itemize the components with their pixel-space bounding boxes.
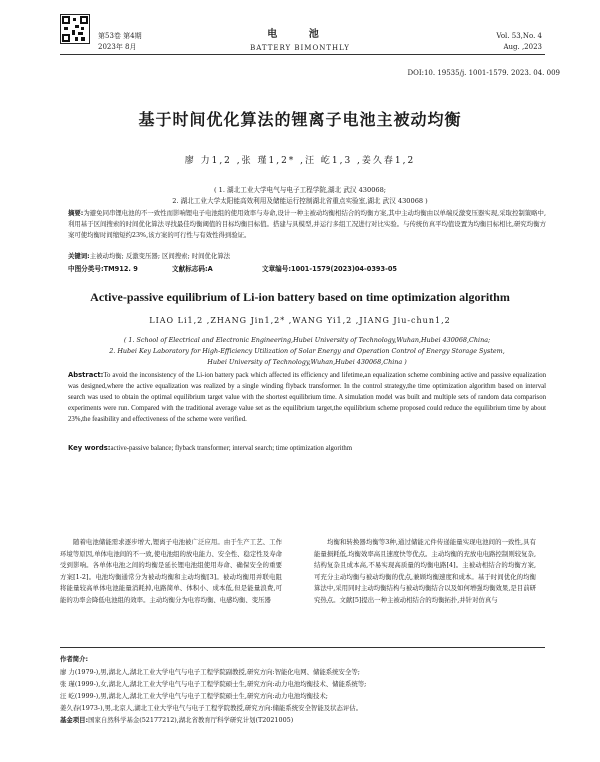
article-id: 文章编号:1001-1579(2023)04-0393-05 — [262, 265, 398, 273]
authors-en: LIAO Li1,2 ,ZHANG Jin1,2* ,WANG Yi1,2 ,JIANG Jiu-chun1,2 — [149, 316, 451, 325]
affiliation-cn-1: ( 1. 湖北工业大学电气与电子工程学院,湖北 武汉 430068; — [213, 186, 387, 194]
abstract-cn-text: 为避免同串锂电池的不一致性而影响锂电子电池组的使用效率与寿命,设计一种主被动均衡相结合的均衡方案,其中主动均衡由以单端反激变压器实现,采取控制策略中,利用基于区间搜索的时间优化算法寻找最佳均衡阈值的目标均衡目标值。搭建与具模型,并运行多组工况进行对比实验。与传统仿真平均值设置为均衡目标相比,研究均衡方案可使均衡时间缩短约23%,该方案的可行性与有效性得到验证。 — [68, 209, 546, 240]
page-title-en: Active-passive equilibrium of Li-ion battery based on time optimization algorithm — [90, 290, 510, 304]
journal-name-cn: 电 池 — [267, 29, 333, 40]
body-column-right: 均衡和转换器均衡等3种,通过储能元件传递能量实现电池间的一致性,具有能量损耗低,均衡效率高且速度快等优点。主动均衡的充放电电路控制则较复杂,结构复杂且成本高,不易实现高质量的均衡电路[4]。主被动相结合的均衡方案,可充分主动均衡与被动均衡的优点,兼顾均衡速度和成本。基于时间优化的均衡算法中,采用同时主动均衡结构与被动均衡结合以及如何增强均衡效果,是目前研究热点。文献[5]提出一种主被动相结合的均衡拓扑,并针对仿真与 — [314, 538, 536, 604]
body-column-left: 随着电池储能需求逐步增大,锂离子电池被广泛应用。由于生产工艺、工作环境等原因,单体电池间的不一致,使电池组的放电能力、安全性、稳定性及寿命受到影响。各单体电池之间的均衡是延长锂电池组使用寿命、确保安全的重要方案[1-2]。电池均衡通常分为被动均衡和主动均衡[3]。被动均衡用并联电阻将能量较高单体电池能量消耗掉,电路简单、体积小、成本低,但是能量浪费,可能的功率会降低电池组的效率。主动均衡分为电容均衡、电感均衡、变压器 — [60, 538, 282, 604]
abstract-cn-label: 摘要: — [68, 209, 84, 217]
abstract-en-label: Abstract: — [68, 371, 104, 379]
keywords-en — [68, 443, 546, 454]
document-code: 文献标志码:A — [172, 265, 213, 273]
qr-code-icon — [60, 14, 90, 44]
header-rule — [60, 54, 545, 55]
keywords-cn-label: 关键词: — [68, 252, 90, 260]
author-bio-4: 姜久春(1973-),男,北京人,湖北工业大学电气与电子工程学院教授,研究方向:储能系统安全智能及状态评估。 — [60, 704, 363, 712]
date-cn: 2023年 8月 — [98, 43, 137, 51]
keywords-cn-text: 主被动均衡; 反激变压器; 区间搜索; 时间优化算法 — [89, 252, 231, 260]
date-en: Aug. ,2023 — [503, 43, 542, 51]
clc-number: 中图分类号:TM912. 9 — [68, 265, 138, 273]
authors-cn: 廖 力1,2 ,张 瑾1,2* ,汪 屹1,3 ,姜久春1,2 — [184, 156, 416, 166]
author-bio-label — [60, 654, 545, 665]
journal-name-en: BATTERY BIMONTHLY — [250, 44, 350, 52]
volume-issue-cn: 第53卷 第4期 — [98, 32, 142, 40]
abstract-en — [68, 370, 546, 425]
affiliation-en-3: Hubei University of Technology,Wuhan,Hubei 430068,China ) — [207, 358, 407, 366]
affiliation-cn-2: 2. 湖北工业大学太阳能高效利用及储能运行控制湖北省重点实验室,湖北 武汉 430068 ) — [172, 197, 428, 205]
author-bio-1: 廖 力(1979-),男,湖北人,湖北工业大学电气与电子工程学院副教授,研究方向:智能化电网、储能系统安全等; — [60, 668, 360, 676]
funding-label: 基金项目: — [60, 716, 89, 724]
keywords-en-text: active-passive balance; flyback transformer; interval search; time optimization algorithm — [110, 445, 353, 452]
abstract-en-text: To avoid the inconsistency of the Li-ion battery pack which affected its efficiency and lifetime,an equalization scheme combining active and passive equalization was designed,where the active equalization was realized by a single winding flyback transformer. In the control strategy,the time optimization algorithm based on interval search was used to obtain the optimal equilibrium target value with the shortest equilibrium time. A simulation model was built and multiple sets of random data comparison experiments were run. Compared with the traditional average value set as the equilibrium target,the equilibrium scheme proposed could reduce the equilibrium time by about 23%,the feasibility and effectiveness of the scheme were verified. — [68, 372, 546, 423]
doi: DOI:10. 19535/j. 1001-1579. 2023. 04. 009 — [407, 69, 560, 77]
author-bio-3: 汪 屹(1999-),男,湖北人,湖北工业大学电气与电子工程学院硕士生,研究方向:动力电池均衡技术; — [60, 692, 328, 700]
keywords-en-label: Key words: — [68, 444, 111, 452]
page-title-cn: 基于时间优化算法的锂离子电池主被动均衡 — [138, 110, 462, 129]
author-bio-label-text: 作者简介: — [60, 655, 89, 663]
affiliation-en-1: ( 1. School of Electrical and Electronic Engineering,Hubei University of Technology,Wuhan,Hubei 430068,China; — [123, 336, 491, 344]
affiliation-en-2: 2. Hubei Key Laboratory for High-Efficiency Utilization of Solar Energy and Operation Control of Energy Storage System, — [109, 347, 505, 355]
author-bio-2: 张 瑾(1999-),女,湖北人,湖北工业大学电气与电子工程学院硕士生,研究方向:动力电池均衡技术、储能系统等; — [60, 680, 367, 688]
footnote-rule — [60, 647, 545, 648]
funding-text: 国家自然科学基金(52177212),湖北省教育厅科学研究计划(T2021005) — [88, 716, 294, 724]
keywords-cn — [68, 251, 546, 262]
volume-issue-en: Vol. 53,No. 4 — [496, 32, 542, 40]
funding — [60, 715, 545, 726]
abstract-cn — [68, 208, 546, 242]
